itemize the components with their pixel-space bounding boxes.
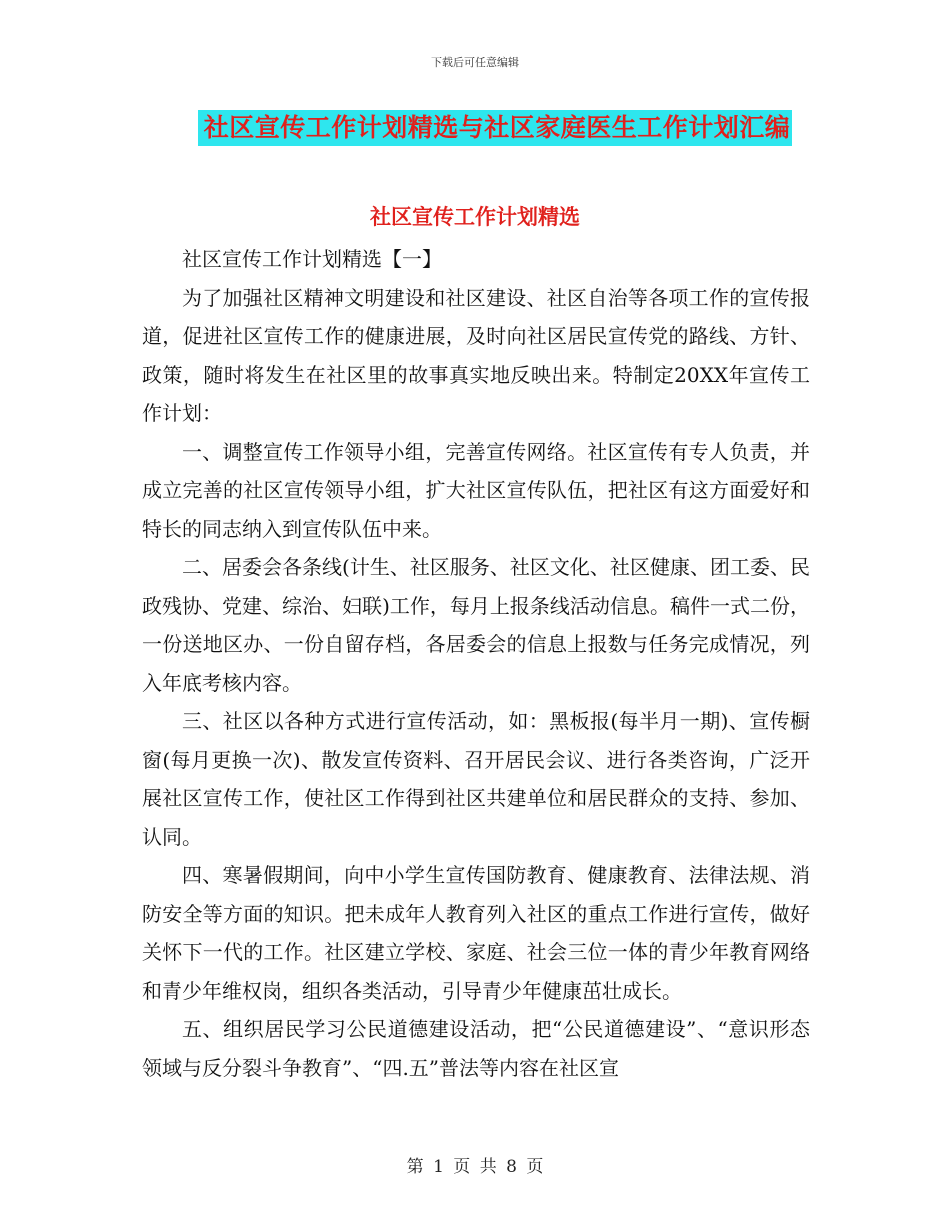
paragraph-item-1: 一、调整宣传工作领导小组，完善宣传网络。社区宣传有专人负责，并成立完善的社区宣传领导小组，扩大社区宣传队伍，把社区有这方面爱好和特长的同志纳入到宣传队伍中来。: [142, 439, 810, 541]
paragraph-intro: 为了加强社区精神文明建设和社区建设、社区自治等各项工作的宣传报道，促进社区宣传工作的健康进展，及时向社区居民宣传党的路线、方针、政策，随时将发生在社区里的故事真实地反映出来。特制定20XX年宣传工作计划：: [142, 285, 810, 425]
paragraph-item-4: 四、寒暑假期间，向中小学生宣传国防教育、健康教育、法律法规、消防安全等方面的知识。把未成年人教育列入社区的重点工作进行宣传，做好关怀下一代的工作。社区建立学校、家庭、社会三位一体的青少年教育网络和青少年维权岗，组织各类活动，引导青少年健康茁壮成长。: [142, 863, 810, 1003]
paragraph-item-5: 五、组织居民学习公民道德建设活动，把“公民道德建设”、“意识形态领域与反分裂斗争教育”、“四.五”普法等内容在社区宣: [142, 1017, 810, 1080]
main-title-container: [0, 110, 950, 146]
header-note: 下载后可任意编辑: [431, 56, 519, 69]
paragraph-item-2: 二、居委会各条线(计生、社区服务、社区文化、社区健康、团工委、民政残协、党建、综治、妇联)工作，每月上报条线活动信息。稿件一式二份，一份送地区办、一份自留存档，各居委会的信息上报数与任务完成情况，列入年底考核内容。: [142, 555, 810, 695]
main-title: 社区宣传工作计划精选与社区家庭医生工作计划汇编: [198, 110, 793, 146]
body-text: [142, 240, 810, 1087]
paragraph-item-3: 三、社区以各种方式进行宣传活动，如：黑板报(每半月一期)、宣传橱窗(每月更换一次)、散发宣传资料、召开居民会议、进行各类咨询，广泛开展社区宣传工作，使社区工作得到社区共建单位和居民群众的支持、参加、认同。: [142, 709, 810, 849]
paragraph-subtitle: 社区宣传工作计划精选【一】: [182, 247, 442, 271]
section-title: 社区宣传工作计划精选: [370, 205, 580, 229]
page-footer: 第 1 页 共 8 页: [406, 1157, 544, 1177]
